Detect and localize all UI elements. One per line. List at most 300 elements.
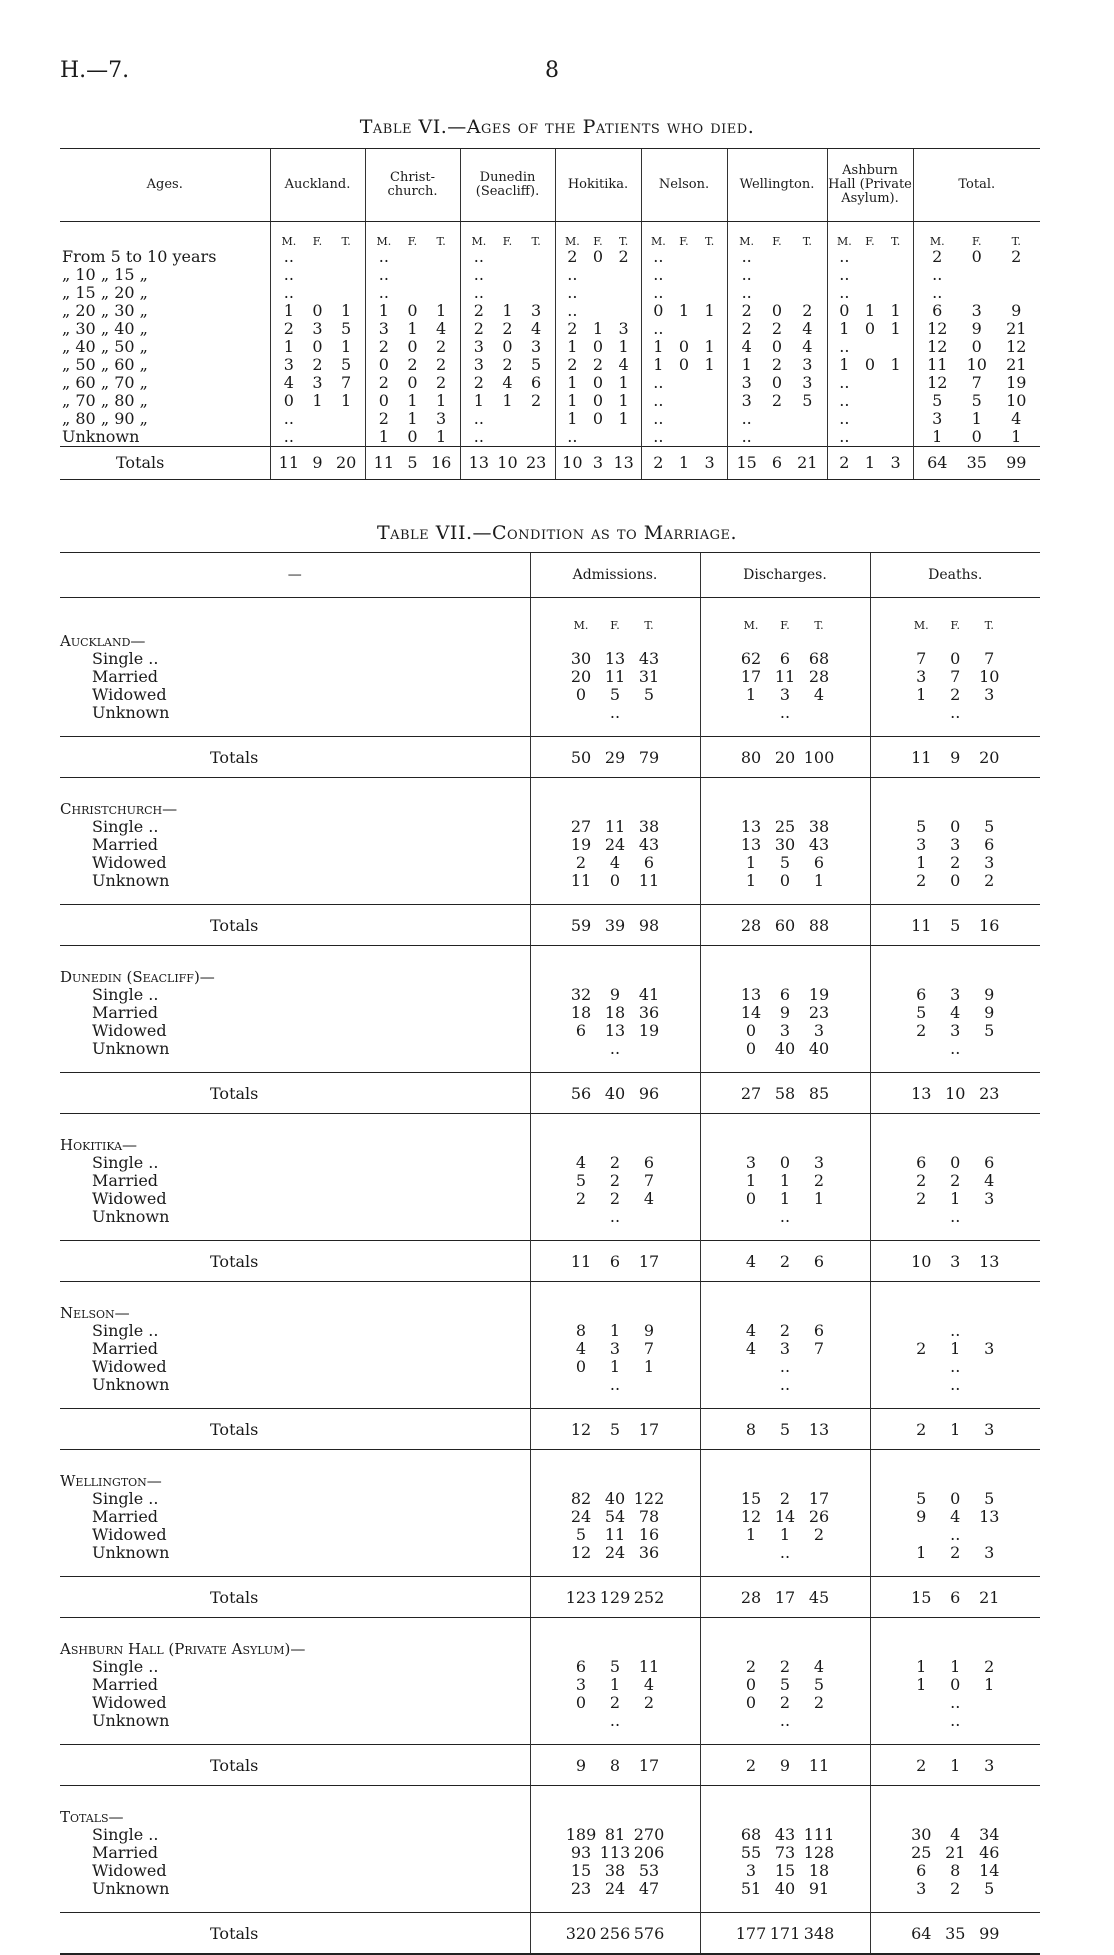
column-header: Deaths.	[870, 553, 1040, 598]
cell-value: 24	[604, 1543, 626, 1562]
data-cell	[700, 818, 870, 836]
blank-cell	[700, 632, 870, 650]
mft-values	[701, 1022, 870, 1040]
data-cell	[870, 737, 1040, 778]
cell-value	[334, 266, 358, 284]
mft-values	[271, 266, 365, 284]
cell-value: ..	[567, 283, 578, 302]
data-cell	[700, 1490, 870, 1508]
mft-values	[701, 872, 870, 890]
mft-values	[828, 410, 913, 428]
cell-value: ..	[950, 1039, 961, 1058]
blank-cell	[870, 1394, 1040, 1409]
cell-value	[495, 410, 519, 428]
condition-label: Widowed	[92, 1189, 167, 1208]
cell-value: 80	[740, 747, 762, 767]
cell-value: 1	[745, 1525, 757, 1544]
cell-value: 38	[808, 817, 830, 836]
data-cell	[870, 1358, 1040, 1376]
data-cell	[870, 1040, 1040, 1058]
cell-value: 2	[916, 1189, 927, 1208]
data-cell	[870, 1526, 1040, 1544]
blank-cell	[700, 1808, 870, 1826]
data-cell	[530, 1508, 700, 1526]
cell-value: 4	[745, 1339, 757, 1358]
column-header: Nelson.	[641, 149, 727, 222]
table-row	[60, 1004, 1040, 1022]
mft-values	[914, 338, 1041, 356]
cell-value	[673, 410, 695, 428]
cell-value: 0	[502, 337, 513, 356]
mft-cell	[555, 222, 641, 249]
data-cell	[870, 1073, 1040, 1114]
data-cell	[530, 1862, 700, 1880]
cell-value: 46	[979, 1843, 1000, 1862]
cell-value: 1	[932, 427, 943, 446]
cell-value: 1	[378, 427, 389, 446]
cell-value: ..	[378, 283, 389, 302]
cell-value	[972, 1208, 1006, 1226]
cell-value: 2	[779, 1693, 791, 1712]
data-cell	[727, 320, 827, 338]
cell-value: 10	[1006, 391, 1027, 410]
cell-value: 36	[638, 1543, 660, 1562]
blank-cell	[870, 1640, 1040, 1658]
cell-value: ..	[779, 1375, 791, 1394]
cell-value: 1	[745, 1171, 757, 1190]
mft-values	[461, 454, 555, 472]
condition-label: Single ..	[92, 1321, 159, 1340]
blank-cell	[530, 1136, 700, 1154]
cell-value	[859, 338, 881, 356]
mft-values	[556, 428, 641, 446]
mft-values	[556, 374, 641, 392]
data-cell	[641, 320, 727, 338]
blank-cell	[700, 1282, 870, 1305]
cell-value: 206	[633, 1843, 665, 1862]
cell-value: 7	[341, 373, 352, 392]
cell-value: M.	[836, 235, 852, 248]
cell-value: 3	[890, 453, 901, 472]
cell-value: 2	[950, 1879, 961, 1898]
cell-value: 111	[803, 1825, 835, 1844]
mft-values	[461, 374, 555, 392]
cell-value	[613, 302, 635, 320]
data-cell	[641, 356, 727, 374]
cell-value: 81	[604, 1825, 626, 1844]
cell-value: 3	[283, 355, 294, 374]
cell-value: 12	[927, 373, 948, 392]
data-cell	[555, 248, 641, 266]
mft-values	[701, 1376, 870, 1394]
cell-value: T.	[531, 235, 541, 248]
mft-values	[531, 1544, 700, 1562]
cell-value: ..	[283, 265, 294, 284]
table-row	[60, 338, 1040, 356]
cell-value: 30	[774, 835, 796, 854]
cell-value: 2	[745, 1755, 757, 1775]
mft-values	[531, 1658, 700, 1676]
cell-value: 9	[984, 985, 995, 1004]
mft-values	[728, 410, 827, 428]
mft-values	[701, 1172, 870, 1190]
data-cell	[270, 392, 365, 410]
cell-value	[885, 284, 907, 302]
cell-value: 16	[638, 1525, 660, 1544]
data-cell	[270, 284, 365, 302]
data-cell	[870, 1676, 1040, 1694]
cell-value: 1	[950, 1189, 961, 1208]
cell-value: M.	[929, 235, 945, 248]
mft-values	[366, 284, 460, 302]
cell-value: 2	[567, 355, 578, 374]
cell-value	[429, 248, 453, 266]
cell-value: 99	[1006, 453, 1027, 472]
cell-value: 2	[771, 391, 783, 410]
cell-value	[334, 410, 358, 428]
table-row	[60, 686, 1040, 704]
cell-value: 0	[407, 301, 418, 320]
mft-values	[531, 1508, 700, 1526]
column-header: Ages.	[60, 149, 270, 222]
cell-value: M.	[650, 235, 666, 248]
mft-values	[871, 686, 1041, 704]
column-header: —	[60, 553, 530, 598]
cell-value: 5	[984, 1021, 995, 1040]
data-cell	[530, 704, 700, 722]
table-row	[60, 410, 1040, 428]
mft-values	[701, 818, 870, 836]
data-cell	[700, 704, 870, 722]
data-cell	[460, 447, 555, 480]
cell-value: F.	[972, 235, 982, 248]
blank-cell	[530, 1304, 700, 1322]
mft-values	[701, 1208, 870, 1226]
cell-value: 91	[808, 1879, 830, 1898]
mft-values	[531, 1172, 700, 1190]
cell-value: 2	[779, 1321, 791, 1340]
cell-value: 5	[575, 1171, 587, 1190]
cell-value: 55	[740, 1843, 762, 1862]
cell-value: 1	[407, 409, 418, 428]
cell-value: 13	[808, 1419, 830, 1439]
cell-value: 3	[950, 1021, 961, 1040]
mft-values	[531, 1712, 700, 1730]
cell-value: 47	[638, 1879, 660, 1898]
mft-values	[461, 410, 555, 428]
blank-cell	[60, 1394, 530, 1409]
cell-value: 14	[774, 1507, 796, 1526]
cell-value: ..	[473, 265, 484, 284]
mft-values	[914, 454, 1041, 472]
blank-cell	[700, 1304, 870, 1322]
cell-value: 2	[916, 1339, 927, 1358]
totals-row	[60, 1241, 1040, 1282]
cell-value	[524, 428, 548, 446]
spacer-row	[60, 1058, 1040, 1073]
cell-value: 13	[911, 1083, 932, 1103]
mft-values	[701, 1420, 870, 1439]
mft-values	[914, 320, 1041, 338]
data-cell	[913, 320, 1040, 338]
cell-value: 2	[916, 1021, 927, 1040]
cell-value: ..	[283, 409, 294, 428]
cell-value: T.	[1011, 235, 1021, 248]
cell-value: 2	[575, 853, 587, 872]
condition-label: Widowed	[92, 1357, 167, 1376]
cell-value	[632, 1712, 666, 1730]
cell-value	[904, 1712, 938, 1730]
spacer-row	[60, 890, 1040, 905]
mft-values	[366, 454, 460, 472]
cell-value	[699, 248, 721, 266]
mft-values	[871, 1658, 1041, 1676]
section-heading-row	[60, 632, 1040, 650]
cell-value: ..	[950, 1525, 961, 1544]
blank-cell	[700, 722, 870, 737]
cell-value: 23	[979, 1083, 1000, 1103]
cell-value: 5	[341, 355, 352, 374]
cell-value: 0	[312, 337, 323, 356]
data-cell	[727, 447, 827, 480]
mft-values	[531, 1022, 700, 1040]
data-cell	[530, 1340, 700, 1358]
data-cell	[870, 704, 1040, 722]
cell-value: 17	[808, 1489, 830, 1508]
mft-values	[914, 284, 1041, 302]
blank-cell	[870, 890, 1040, 905]
cell-value: 2	[407, 355, 418, 374]
cell-value: 41	[638, 985, 660, 1004]
cell-value: 6	[643, 853, 655, 872]
cell-value: 20	[335, 453, 357, 472]
cell-value: 1	[618, 391, 629, 410]
cell-value: 2	[916, 1419, 927, 1439]
mft-values	[556, 266, 641, 284]
mft-values	[531, 1490, 700, 1508]
age-label: „ 50 „ 60 „	[62, 355, 148, 374]
cell-value: T.	[984, 619, 994, 632]
mft-values	[701, 854, 870, 872]
cell-value: 2	[1011, 247, 1022, 266]
mft-values	[271, 320, 365, 338]
mft-values	[871, 1694, 1041, 1712]
cell-value: 3	[984, 1339, 995, 1358]
condition-label: Married	[92, 667, 159, 686]
mft-values	[828, 284, 913, 302]
mft-values	[531, 1756, 700, 1775]
cell-value: 123	[565, 1587, 597, 1607]
mft-values	[461, 248, 555, 266]
data-cell	[530, 854, 700, 872]
mft-values	[366, 302, 460, 320]
blank-cell	[870, 1562, 1040, 1577]
blank-cell	[60, 1226, 530, 1241]
cell-value: 3	[984, 1189, 995, 1208]
cell-value: 1	[890, 355, 901, 374]
data-cell	[641, 302, 727, 320]
cell-value: 12	[740, 1507, 762, 1526]
data-cell	[530, 1745, 700, 1786]
cell-value: 28	[808, 667, 830, 686]
mft-values	[642, 428, 727, 446]
condition-label: Single ..	[92, 985, 159, 1004]
blank-cell	[60, 1282, 530, 1305]
cell-value: 3	[950, 1251, 961, 1271]
data-cell	[700, 1913, 870, 1955]
mft-values	[701, 1508, 870, 1526]
cell-value: 50	[570, 747, 592, 767]
data-cell	[827, 338, 913, 356]
data-cell	[700, 986, 870, 1004]
blank-cell	[60, 1618, 530, 1641]
mft-labels	[531, 619, 700, 632]
cell-value: 3	[378, 319, 389, 338]
section-heading: Auckland—	[60, 632, 146, 650]
section-heading: Christchurch—	[60, 800, 178, 818]
cell-value	[632, 1040, 666, 1058]
table6-title: Table VI.—Ages of the Patients who died.	[359, 116, 755, 138]
cell-value: 0	[592, 373, 604, 392]
mft-values	[642, 320, 727, 338]
mft-values	[828, 454, 913, 472]
cell-value: 0	[678, 355, 690, 374]
cell-value: 1	[950, 1419, 961, 1439]
data-cell	[827, 302, 913, 320]
cell-value: 4	[502, 373, 513, 392]
cell-value: 3	[312, 373, 323, 392]
cell-value: 7	[643, 1339, 655, 1358]
mft-cell	[365, 222, 460, 249]
mft-values	[701, 704, 870, 722]
mft-values	[271, 374, 365, 392]
cell-value: 0	[864, 319, 876, 338]
cell-value: 6	[916, 1861, 927, 1880]
blank-cell	[870, 722, 1040, 737]
mft-values	[728, 248, 827, 266]
mft-values	[642, 338, 727, 356]
data-cell	[913, 302, 1040, 320]
cell-value	[734, 704, 768, 722]
cell-value: 36	[638, 1003, 660, 1022]
section-heading-row	[60, 968, 1040, 986]
cell-value	[673, 392, 695, 410]
cell-value: 15	[774, 1861, 796, 1880]
cell-value: 0	[575, 685, 587, 704]
cell-value: 2	[779, 1251, 791, 1271]
mft-values	[556, 284, 641, 302]
cell-value: 5	[802, 391, 813, 410]
cell-value: 1	[341, 301, 352, 320]
data-cell	[700, 1577, 870, 1618]
data-cell	[365, 284, 460, 302]
cell-value: 5	[984, 1879, 995, 1898]
cell-value: 4	[618, 355, 629, 374]
mft-values	[871, 748, 1041, 767]
cell-value: 4	[609, 853, 621, 872]
cell-value: 1	[916, 1657, 927, 1676]
mft-values	[914, 248, 1041, 266]
cell-value: M.	[471, 235, 487, 248]
blank-cell	[530, 1786, 700, 1809]
table-row	[60, 320, 1040, 338]
table-row	[60, 1658, 1040, 1676]
cell-value: 3	[436, 409, 447, 428]
cell-value: 1	[839, 355, 850, 374]
data-cell	[641, 428, 727, 447]
blank-cell	[530, 1618, 700, 1641]
cell-value	[673, 248, 695, 266]
cell-value: 43	[774, 1825, 796, 1844]
cell-value: 11	[570, 1251, 592, 1271]
blank-cell	[700, 778, 870, 801]
cell-value: 3	[531, 301, 542, 320]
cell-value	[972, 1694, 1006, 1712]
mft-labels	[701, 619, 870, 632]
mft-values	[871, 1004, 1041, 1022]
cell-value: 35	[966, 453, 987, 472]
data-cell	[870, 1004, 1040, 1022]
blank-cell	[60, 1786, 530, 1809]
cell-value: 1	[839, 319, 850, 338]
cell-value	[764, 428, 789, 446]
mft-values	[871, 1154, 1041, 1172]
cell-value: 0	[592, 391, 604, 410]
data-cell	[530, 1490, 700, 1508]
cell-value: 11	[774, 667, 796, 686]
mft-values	[871, 1880, 1041, 1898]
cell-value: 6	[984, 1153, 995, 1172]
data-cell	[365, 428, 460, 447]
mft-values	[728, 356, 827, 374]
table-row	[60, 1154, 1040, 1172]
cell-value: 2	[283, 319, 294, 338]
cell-value: 11	[638, 1657, 660, 1676]
cell-value: 1	[678, 301, 690, 320]
mft-values	[728, 302, 827, 320]
cell-value: 23	[525, 453, 547, 472]
cell-value: 5	[609, 1419, 621, 1439]
data-cell	[460, 338, 555, 356]
cell-value: 1	[283, 301, 294, 320]
mft-values	[531, 1826, 700, 1844]
cell-value: 6	[771, 453, 783, 472]
data-cell	[870, 1376, 1040, 1394]
mft-values	[914, 374, 1041, 392]
cell-value	[305, 266, 329, 284]
mft-cell	[827, 222, 913, 249]
cell-value: ..	[473, 409, 484, 428]
cell-value: F.	[780, 619, 790, 632]
cell-value: 1	[916, 1543, 927, 1562]
data-cell	[530, 1826, 700, 1844]
cell-value: 1	[592, 319, 604, 338]
mft-values	[531, 650, 700, 668]
cell-value: 6	[916, 985, 927, 1004]
cell-value	[885, 374, 907, 392]
cell-value: ..	[609, 1711, 621, 1730]
data-cell	[700, 1358, 870, 1376]
data-cell	[870, 1826, 1040, 1844]
cell-value	[764, 284, 789, 302]
cell-value	[699, 320, 721, 338]
mft-values	[556, 248, 641, 266]
table-row	[60, 1322, 1040, 1340]
data-cell	[700, 1526, 870, 1544]
mft-values	[701, 1844, 870, 1862]
mft-values	[461, 392, 555, 410]
blank-cell	[530, 890, 700, 905]
